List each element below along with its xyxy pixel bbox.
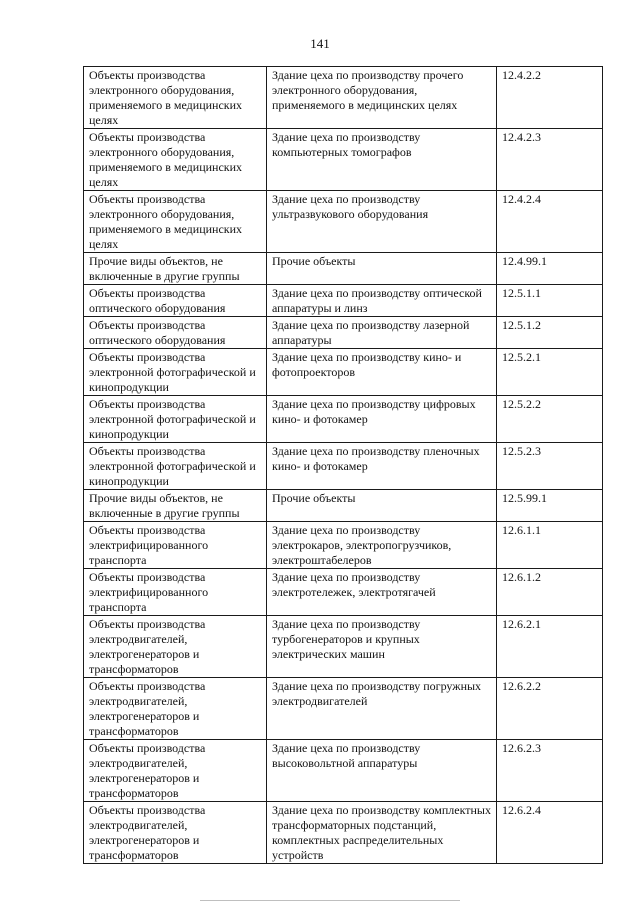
object-code-cell: 12.5.99.1: [497, 490, 603, 522]
object-group-cell: Объекты производства электродвигателей, электрогенераторов и трансформаторов: [84, 740, 267, 802]
object-group-cell: Объекты производства оптического оборудования: [84, 285, 267, 317]
object-description-cell: Здание цеха по производству оптической аппаратуры и линз: [267, 285, 497, 317]
object-group-cell: Объекты производства электродвигателей, электрогенераторов и трансформаторов: [84, 802, 267, 864]
table-row: [84, 396, 603, 443]
object-description-cell: Здание цеха по производству лазерной аппаратуры: [267, 317, 497, 349]
classification-table: [83, 66, 603, 864]
object-description-cell: Здание цеха по производству электротележек, электротягачей: [267, 569, 497, 616]
object-description-cell: Здание цеха по производству погружных электродвигателей: [267, 678, 497, 740]
table-row: [84, 802, 603, 864]
object-description-cell: Здание цеха по производству турбогенераторов и крупных электрических машин: [267, 616, 497, 678]
object-group-cell: Прочие виды объектов, не включенные в другие группы: [84, 490, 267, 522]
object-code-cell: 12.5.2.3: [497, 443, 603, 490]
object-description-cell: Прочие объекты: [267, 253, 497, 285]
object-code-cell: 12.5.1.2: [497, 317, 603, 349]
table-row: [84, 285, 603, 317]
table-row: [84, 317, 603, 349]
table-row: [84, 740, 603, 802]
object-description-cell: Здание цеха по производству пленочных кино- и фотокамер: [267, 443, 497, 490]
table-row: [84, 349, 603, 396]
table-row: [84, 569, 603, 616]
object-code-cell: 12.4.2.4: [497, 191, 603, 253]
object-description-cell: Здание цеха по производству кино- и фотопроекторов: [267, 349, 497, 396]
object-group-cell: Объекты производства электронного оборудования, применяемого в медицинских целях: [84, 129, 267, 191]
object-description-cell: Здание цеха по производству ультразвукового оборудования: [267, 191, 497, 253]
object-code-cell: 12.6.1.1: [497, 522, 603, 569]
table-row: [84, 678, 603, 740]
object-group-cell: Объекты производства электродвигателей, электрогенераторов и трансформаторов: [84, 616, 267, 678]
object-code-cell: 12.6.2.3: [497, 740, 603, 802]
table-row: [84, 67, 603, 129]
table-row: [84, 490, 603, 522]
table-row: [84, 443, 603, 490]
object-code-cell: 12.5.2.1: [497, 349, 603, 396]
page-number: 141: [310, 36, 330, 51]
object-code-cell: 12.4.2.3: [497, 129, 603, 191]
scan-edge-line: [200, 900, 460, 901]
object-group-cell: Объекты производства электронной фотографической и кинопродукции: [84, 396, 267, 443]
object-code-cell: 12.6.2.4: [497, 802, 603, 864]
object-description-cell: Здание цеха по производству высоковольтной аппаратуры: [267, 740, 497, 802]
table-row: [84, 129, 603, 191]
object-code-cell: 12.5.1.1: [497, 285, 603, 317]
object-description-cell: Здание цеха по производству цифровых кино- и фотокамер: [267, 396, 497, 443]
object-group-cell: Объекты производства электрифицированного транспорта: [84, 522, 267, 569]
object-description-cell: Здание цеха по производству компьютерных томографов: [267, 129, 497, 191]
object-code-cell: 12.5.2.2: [497, 396, 603, 443]
object-code-cell: 12.4.2.2: [497, 67, 603, 129]
object-group-cell: Объекты производства электронного оборудования, применяемого в медицинских целях: [84, 67, 267, 129]
object-code-cell: 12.6.2.2: [497, 678, 603, 740]
table-row: [84, 616, 603, 678]
object-description-cell: Прочие объекты: [267, 490, 497, 522]
object-description-cell: Здание цеха по производству электрокаров, электропогрузчиков, электроштабелеров: [267, 522, 497, 569]
object-description-cell: Здание цеха по производству комплектных трансформаторных подстанций, комплектных распределительных устройств: [267, 802, 497, 864]
object-code-cell: 12.6.1.2: [497, 569, 603, 616]
object-code-cell: 12.4.99.1: [497, 253, 603, 285]
object-group-cell: Объекты производства электрифицированного транспорта: [84, 569, 267, 616]
object-group-cell: Прочие виды объектов, не включенные в другие группы: [84, 253, 267, 285]
object-group-cell: Объекты производства электронной фотографической и кинопродукции: [84, 443, 267, 490]
object-group-cell: Объекты производства электронной фотографической и кинопродукции: [84, 349, 267, 396]
object-code-cell: 12.6.2.1: [497, 616, 603, 678]
object-group-cell: Объекты производства оптического оборудования: [84, 317, 267, 349]
object-description-cell: Здание цеха по производству прочего электронного оборудования, применяемого в медицинских целях: [267, 67, 497, 129]
object-group-cell: Объекты производства электронного оборудования, применяемого в медицинских целях: [84, 191, 267, 253]
table-row: [84, 253, 603, 285]
object-group-cell: Объекты производства электродвигателей, электрогенераторов и трансформаторов: [84, 678, 267, 740]
table-row: [84, 522, 603, 569]
table-row: [84, 191, 603, 253]
